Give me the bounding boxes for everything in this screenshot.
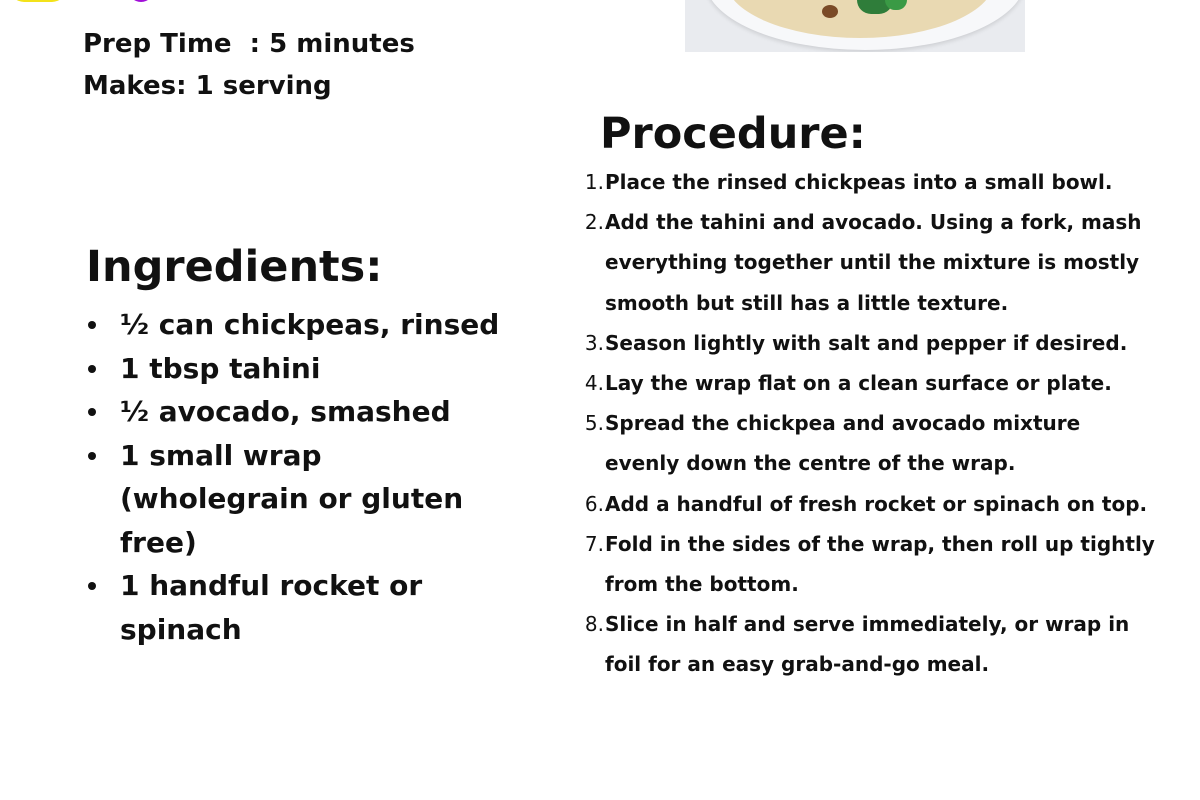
step-number: 5. [584,411,604,436]
bullet-icon [88,365,96,373]
procedure-step [580,604,1160,684]
bullet-icon [88,582,96,590]
step-text: Slice in half and serve immediately, or wrap in foil for an easy grab-and-go meal. [605,612,1130,677]
step-text: Season lightly with salt and pepper if desired. [605,330,1128,355]
step-text: Add the tahini and avocado. Using a fork, mash everything together until the mixture is mostly smooth but still has a little texture. [605,210,1142,315]
ingredient-item [86,390,506,434]
ingredient-text: 1 small wrap (wholegrain or gluten free) [120,438,464,559]
servings: Makes: 1 serving [83,71,332,101]
ingredients-list [86,303,506,651]
procedure-step [580,484,1160,524]
procedure-list [580,162,1160,685]
step-number: 6. [584,491,604,516]
ingredient-item [86,434,506,565]
ingredient-text: ½ avocado, smashed [120,395,451,428]
ingredient-item [86,564,506,651]
step-text: Lay the wrap flat on a clean surface or plate. [605,371,1112,396]
step-number: 4. [584,371,604,396]
step-number: 1. [584,170,604,194]
ingredient-text: 1 handful rocket or spinach [120,569,423,646]
step-number: 3. [584,330,604,355]
step-text: Spread the chickpea and avocado mixture evenly down the centre of the wrap. [605,411,1081,476]
title-fragment-purple [128,0,154,2]
procedure-step [580,202,1160,323]
ingredient-text: 1 tbsp tahini [120,351,321,385]
procedure-step [580,403,1160,483]
title-fragment-yellow [10,0,66,2]
procedure-step [580,323,1160,363]
procedure-step [580,524,1160,604]
step-number: 2. [584,210,604,235]
bullet-icon [88,321,96,329]
bullet-icon [88,408,96,416]
ingredient-item [86,303,506,347]
step-text: Place the rinsed chickpeas into a small bowl. [605,170,1113,194]
step-text: Fold in the sides of the wrap, then roll up tightly from the bottom. [605,531,1155,597]
procedure-heading: Procedure: [600,109,866,159]
wrap-photo [685,0,1025,52]
procedure-step [580,162,1160,202]
ingredients-heading: Ingredients: [86,242,383,292]
ingredient-text: ½ can chickpeas, rinsed [120,308,500,341]
step-number: 7. [584,531,604,556]
step-number: 8. [584,612,604,637]
prep-time: Prep Time : 5 minutes [83,29,415,59]
walnut-shape [822,5,838,18]
step-text: Add a handful of fresh rocket or spinach on top. [605,491,1148,516]
procedure-step [580,363,1160,403]
ingredient-item [86,347,506,391]
bullet-icon [88,452,96,460]
